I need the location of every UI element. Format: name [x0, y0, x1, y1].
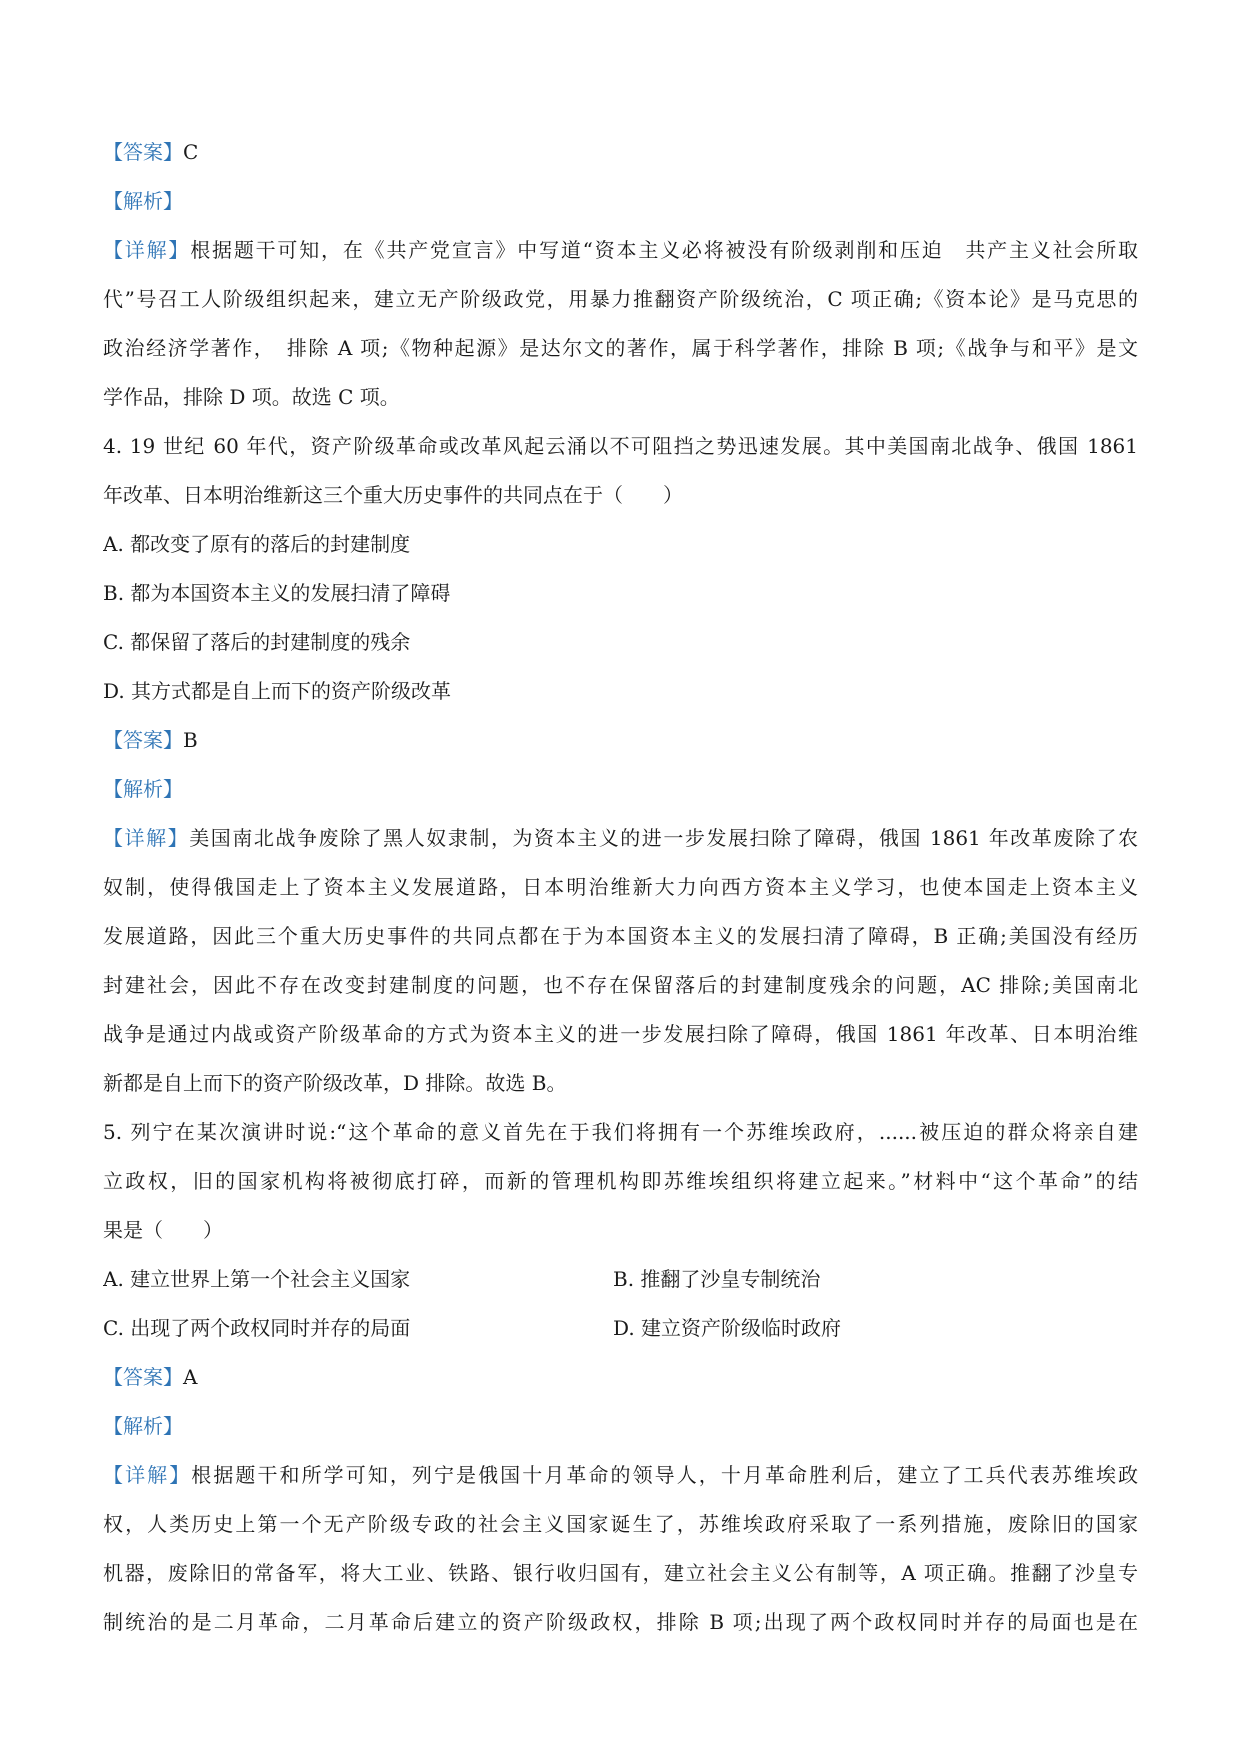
analysis-tag: 【解析】 [103, 777, 183, 801]
q5-answer [103, 1353, 1138, 1402]
answer-tag: 【答案】 [103, 1365, 183, 1389]
analysis-tag: 【解析】 [103, 1414, 183, 1438]
q4-detail-line: 新都是自上而下的资产阶级改革，D 排除。故选 B。 [103, 1071, 567, 1095]
document-content [103, 128, 1138, 1647]
q4-detail-line [103, 814, 1138, 863]
q5-options-row [103, 1255, 1138, 1304]
q3-detail-line: 学作品，排除 D 项。故选 C 项。 [103, 385, 400, 409]
answer-value: A [183, 1365, 198, 1389]
q4-detail-line: 战争是通过内战或资产阶级革命的方式为资本主义的进一步发展扫除了障碍，俄国 1861 年改革、日本明治维 [103, 1022, 1138, 1046]
detail-tag: 【详解】 [103, 1463, 192, 1487]
q5-detail-line: 制统治的是二月革命，二月革命后建立的资产阶级政权，排除 B 项;出现了两个政权同时并存的局面也是在 [103, 1610, 1138, 1634]
answer-tag: 【答案】 [103, 728, 183, 752]
q5-detail-line [103, 1451, 1138, 1500]
q5-stem-line: 果是（ ） [103, 1218, 223, 1242]
q4-option-c: C. 都保留了落后的封建制度的残余 [103, 630, 411, 654]
q4-analysis-heading [103, 765, 1138, 814]
q4-option-a: A. 都改变了原有的落后的封建制度 [103, 532, 411, 556]
q3-detail-line: 政治经济学著作， 排除 A 项;《物种起源》是达尔文的著作，属于科学著作，排除 B 项;《战争与和平》是文 [103, 336, 1138, 360]
q3-analysis-heading [103, 177, 1138, 226]
q5-option-d: D. 建立资产阶级临时政府 [613, 1316, 842, 1340]
q5-analysis-heading [103, 1402, 1138, 1451]
q5-option-a: A. 建立世界上第一个社会主义国家 [103, 1267, 411, 1291]
q5-option-b: B. 推翻了沙皇专制统治 [613, 1267, 821, 1291]
q5-detail-line: 权，人类历史上第一个无产阶级专政的社会主义国家诞生了，苏维埃政府采取了一系列措施，废除旧的国家 [103, 1512, 1138, 1536]
q5-option-c: C. 出现了两个政权同时并存的局面 [103, 1316, 411, 1340]
q5-stem-line: 立政权，旧的国家机构将被彻底打碎，而新的管理机构即苏维埃组织将建立起来。”材料中“这个革命”的结 [103, 1169, 1138, 1193]
detail-text: 根据题干和所学可知，列宁是俄国十月革命的领导人，十月革命胜利后，建立了工兵代表苏维埃政 [191, 1463, 1138, 1487]
q5-detail-line: 机器，废除旧的常备军，将大工业、铁路、银行收归国有，建立社会主义公有制等，A 项正确。推翻了沙皇专 [103, 1561, 1138, 1585]
q3-detail-line: 代”号召工人阶级组织起来，建立无产阶级政党，用暴力推翻资产阶级统治，C 项正确;《资本论》是马克思的 [103, 287, 1138, 311]
detail-tag: 【详解】 [103, 238, 191, 262]
answer-tag: 【答案】 [103, 140, 183, 164]
q3-answer [103, 128, 1138, 177]
q4-stem-line: 年改革、日本明治维新这三个重大历史事件的共同点在于（ ） [103, 483, 683, 507]
q3-detail-line [103, 226, 1138, 275]
detail-text: 根据题干可知，在《共产党宣言》中写道“资本主义必将被没有阶级剥削和压迫 共产主义社会所取 [190, 238, 1138, 262]
q5-stem-line: 5. 列宁在某次演讲时说:“这个革命的意义首先在于我们将拥有一个苏维埃政府，......被压迫的群众将亲自建 [103, 1120, 1138, 1144]
q4-option-b: B. 都为本国资本主义的发展扫清了障碍 [103, 581, 451, 605]
answer-value: B [183, 728, 198, 752]
q4-answer [103, 716, 1138, 765]
q5-options-row [103, 1304, 1138, 1353]
q4-detail-line: 发展道路，因此三个重大历史事件的共同点都在于为本国资本主义的发展扫清了障碍，B 正确;美国没有经历 [103, 924, 1138, 948]
q4-detail-line: 奴制，使得俄国走上了资本主义发展道路，日本明治维新大力向西方资本主义学习，也使本国走上资本主义 [103, 875, 1138, 899]
q4-stem-line: 4. 19 世纪 60 年代，资产阶级革命或改革风起云涌以不可阻挡之势迅速发展。其中美国南北战争、俄国 1861 [103, 434, 1138, 458]
q4-detail-line: 封建社会，因此不存在改变封建制度的问题，也不存在保留落后的封建制度残余的问题，AC 排除;美国南北 [103, 973, 1138, 997]
detail-text: 美国南北战争废除了黑人奴隶制，为资本主义的进一步发展扫除了障碍，俄国 1861 年改革废除了农 [189, 826, 1138, 850]
detail-tag: 【详解】 [103, 826, 190, 850]
answer-value: C [183, 140, 199, 164]
q4-option-d: D. 其方式都是自上而下的资产阶级改革 [103, 679, 452, 703]
analysis-tag: 【解析】 [103, 189, 183, 213]
